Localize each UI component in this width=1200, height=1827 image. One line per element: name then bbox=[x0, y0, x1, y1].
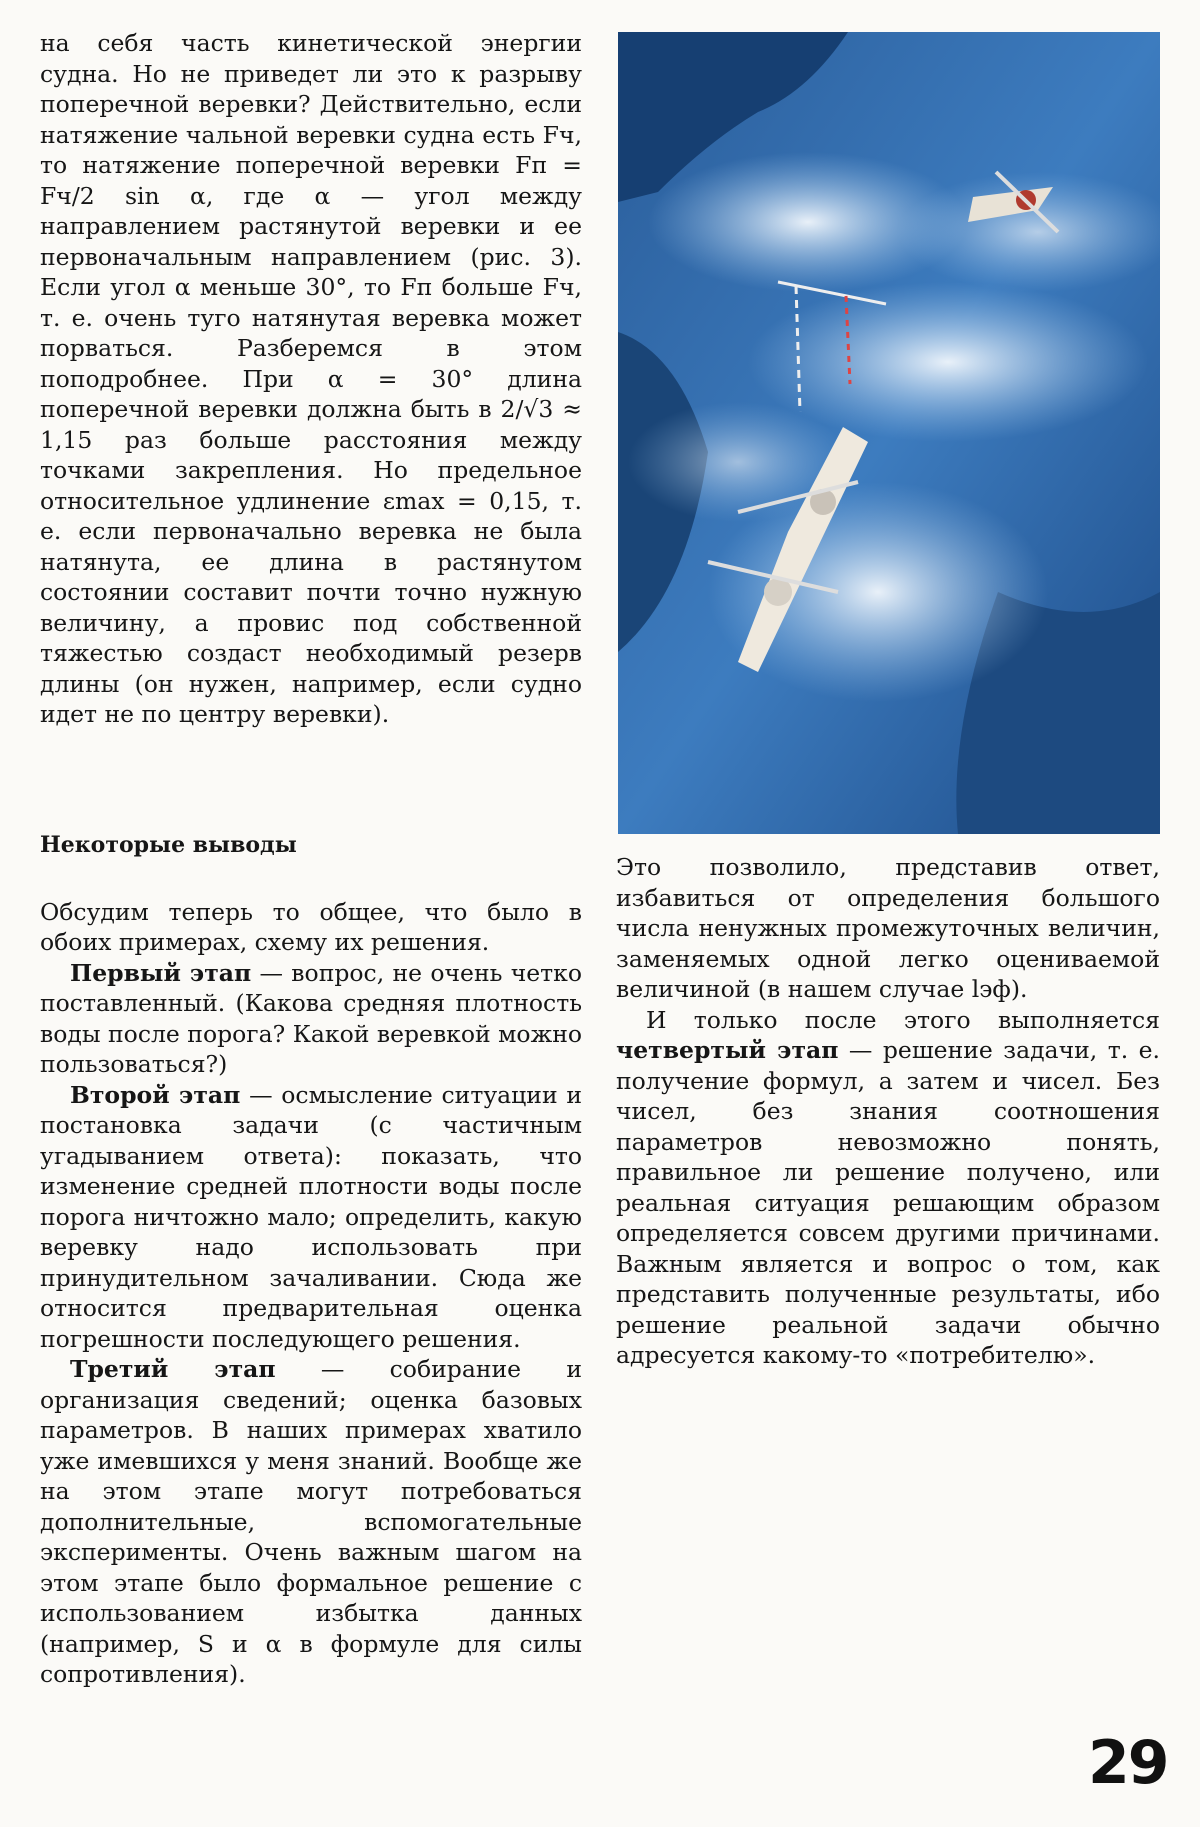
paragraph-rope-tension: на себя часть кинетической энергии судна. Но не приведет ли это к разрыву поперечной веревки? Действительно, если натяжение чальной веревки судна есть Fч, то натяжение поперечной веревки Fп = Fч/2 sin α, где α — угол между направлением растянутой веревки и ее первоначальным направлением (рис. 3). Если угол α меньше 30°, то Fп больше Fч, т. е. очень туго натянутая веревка может порваться. Разберемся в этом поподробнее. При α = 30° длина поперечной веревки должна быть в 2/√3 ≈ 1,15 раз больше расстояния между точками закрепления. Но предельное относительное удлинение εmax = 0,15, т. е. если первоначально веревка не была натянута, ее длина в растянутом состоянии составит почти точно нужную величину, а провис под собственной тяжестью создаст необходимый резерв длины (он нужен, например, если судно идет не по центру веревки). bbox=[40, 29, 582, 728]
stage-4-text: — решение задачи, т. е. получение формул, а затем и чисел. Без чисел, без знания соотношения параметров невозможно понять, правильное ли решение получено, или реальная ситуация решающим образом определяется совсем другими причинами. Важным является и вопрос о том, как представить полученные результаты, ибо решение реальной задачи обычно адресуется какому-то «потребителю». bbox=[616, 1036, 1161, 1369]
stage-1-paragraph bbox=[40, 958, 582, 1080]
stage-2-text: — осмысление ситуации и постановка задачи (с частичным угадыванием ответа): показать, что изменение средней плотности воды после порога ничтожно мало; определить, какую веревку надо использовать при принудительном зачаливании. Сюда же относится предварительная оценка погрешности последующего решения. bbox=[40, 1080, 582, 1353]
stage-3-paragraph bbox=[40, 1354, 582, 1690]
stage-1-text: — вопрос, не очень четко поставленный. (Какова средняя плотность воды после порога? Какой веревкой можно пользоваться?) bbox=[40, 958, 583, 1078]
stage-2-label: Второй этап bbox=[70, 1080, 241, 1109]
stage-3-label: Третий этап bbox=[70, 1355, 276, 1383]
text-column-left-top bbox=[40, 28, 582, 730]
continuation-paragraph: Это позволило, представив ответ, избавиться от определения большого числа ненужных промежуточных величин, заменяемых одной легко оцениваемой величиной (в нашем случае lэф). bbox=[616, 853, 1160, 1003]
stage-1-label: Первый этап bbox=[70, 958, 252, 987]
stage-4-prefix: И только после этого выполняется bbox=[646, 1005, 1160, 1034]
text-column-right bbox=[616, 852, 1160, 1371]
stage-4-paragraph bbox=[616, 1005, 1160, 1371]
stage-2-paragraph bbox=[40, 1080, 582, 1355]
text-column-left-bottom bbox=[40, 830, 582, 1690]
stage-4-label: четвертый этап bbox=[616, 1036, 839, 1064]
section-heading: Некоторые выводы bbox=[40, 832, 297, 858]
stage-3-text: — собирание и организация сведений; оценка базовых параметров. В наших примерах хватило уже имевшихся у меня знаний. Вообще же на этом этапе могут потребоваться дополнительные, вспомогательные эксперименты. Очень важным шагом на этом этапе было формальное решение с использованием избытка данных (например, S и α в формуле для силы сопротивления). bbox=[40, 1355, 582, 1688]
intro-paragraph: Обсудим теперь то общее, что было в обоих примерах, схему их решения. bbox=[40, 897, 582, 956]
page-number: 29 bbox=[1088, 1728, 1168, 1798]
kayak-rapids-photo bbox=[618, 32, 1160, 834]
